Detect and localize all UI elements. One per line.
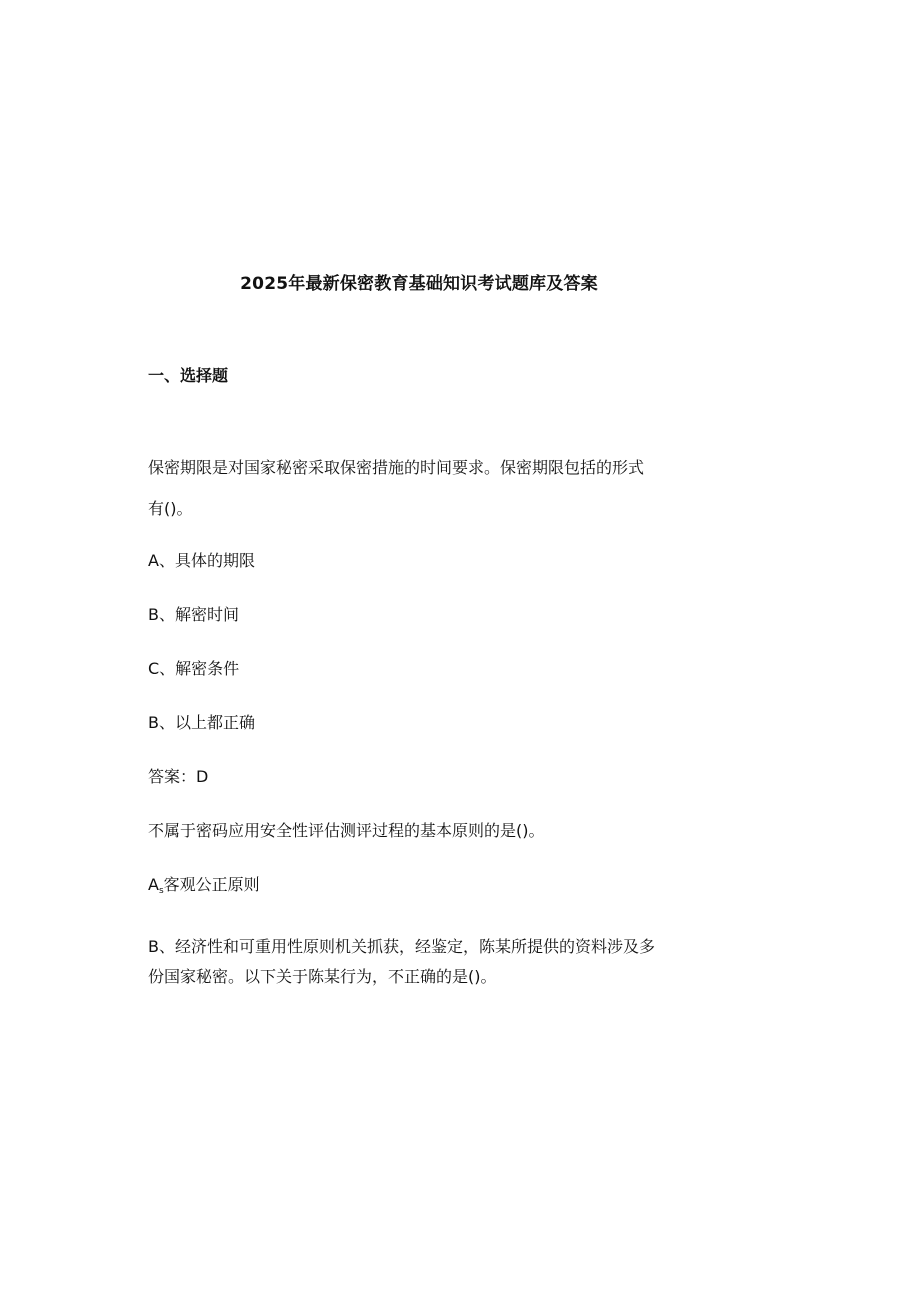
question-2-option-b-line-2: 份国家秘密。以下关于陈某行为，不正确的是()。 xyxy=(148,967,497,986)
question-1-stem-line-2: 有()。 xyxy=(148,499,193,518)
question-2-option-a-letter: A xyxy=(148,875,159,894)
document-title: 2025年最新保密教育基础知识考试题库及答案 xyxy=(240,274,598,294)
question-1-option-c: C、解密条件 xyxy=(148,659,240,678)
question-1-answer: 答案：D xyxy=(148,767,209,786)
question-1-option-d: B、以上都正确 xyxy=(148,713,255,732)
question-2-option-a xyxy=(148,872,260,896)
question-1-option-a: A、具体的期限 xyxy=(148,551,255,570)
question-1-stem-line-1: 保密期限是对国家秘密采取保密措施的时间要求。保密期限包括的形式 xyxy=(148,458,645,477)
section-heading: 一、选择题 xyxy=(148,366,229,385)
question-2-option-a-text: 客观公正原则 xyxy=(163,875,260,894)
question-2-stem: 不属于密码应用安全性评估测评过程的基本原则的是()。 xyxy=(148,821,545,840)
question-1-option-b: B、解密时间 xyxy=(148,605,239,624)
question-2-option-b-line-1: B、经济性和可重用性原则机关抓获，经鉴定，陈某所提供的资料涉及多 xyxy=(148,937,655,956)
question-2-option-a-subscript: s xyxy=(158,886,164,896)
